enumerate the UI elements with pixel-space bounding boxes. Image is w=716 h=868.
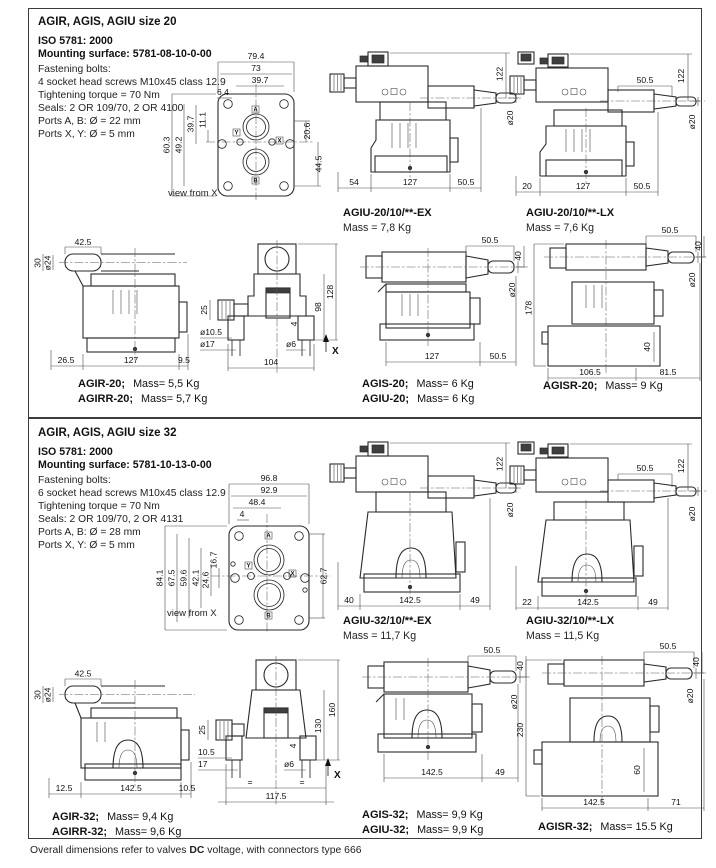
dim-label: 60 (632, 765, 642, 775)
dim-label: 40 (513, 251, 523, 261)
dimension-labels (522, 69, 697, 191)
dimension-labels (162, 51, 324, 172)
dim-label: 4 (288, 743, 298, 749)
dim-label: 50.5 (661, 225, 679, 235)
agis-32-captions (362, 808, 483, 838)
model-mass: Mass= 15.5 Kg (600, 821, 673, 833)
valve-outline (362, 658, 530, 760)
dim-label: 40 (642, 342, 652, 352)
view-from-x-caption: view from X (168, 188, 218, 199)
view-direction-arrow (323, 334, 339, 357)
footer-dc: DC (189, 845, 205, 856)
agiu-20-lx-drawing (510, 52, 706, 202)
size20-front-view-drawing (198, 240, 350, 382)
model-name: AGISR-20; (543, 380, 598, 392)
dim-label: 92.9 (260, 485, 278, 495)
dim-label: 142.5 (120, 783, 142, 793)
valve-outline (330, 442, 521, 598)
model-name: AGIU-32/10/**-LX (526, 615, 615, 627)
model-name: AGIU-20/10/**-LX (526, 207, 615, 219)
spec-line: Ports A, B: Ø = 28 mm (38, 527, 141, 538)
dim-label: 4 (239, 509, 245, 519)
size20-mounting-surface: Mounting surface: 5781-08-10-0-00 (38, 48, 212, 60)
dim-label: ø20 (685, 688, 695, 704)
spec-line: Tightening torque = 70 Nm (38, 501, 160, 512)
dim-label: 59.6 (178, 569, 189, 587)
dim-label: 40 (691, 657, 701, 667)
dim-label: ø6 (284, 759, 295, 769)
dim-label: ø10.5 (200, 327, 222, 337)
equal-mark: = (247, 777, 253, 787)
model-name: AGISR-32; (538, 821, 593, 833)
dim-label: 84.1 (154, 569, 165, 587)
dim-label: 127 (424, 351, 440, 361)
dim-label: 71 (671, 797, 681, 807)
dimension-labels (344, 457, 515, 605)
valve-outline (534, 656, 706, 804)
agiu-32-ex-caption (343, 611, 432, 642)
size32-title: AGIR, AGIS, AGIU size 32 (38, 427, 177, 439)
spec-line: 4 socket head screws M10x45 class 12.9 (38, 77, 226, 88)
model-name: AGIU-32/10/**-EX (343, 615, 432, 627)
port-label-x: X (290, 571, 295, 578)
dimension-lines (526, 652, 704, 811)
dim-label: 73 (251, 63, 261, 73)
dim-label: 25 (197, 725, 207, 735)
dim-label: 50.5 (483, 645, 501, 655)
agis-32-drawing (356, 645, 536, 800)
agir-32-drawing (32, 668, 213, 806)
dim-label: 42.5 (74, 237, 92, 247)
dimension-labels (199, 285, 335, 367)
dim-label: 122 (494, 66, 505, 82)
agiu-20-ex-caption (343, 203, 432, 234)
dim-label: 40 (344, 595, 354, 605)
dim-label: 10.5 (178, 783, 196, 793)
model-mass: Mass= 6 Kg (416, 378, 474, 390)
dim-label: 49 (470, 595, 480, 605)
dim-label: 160 (327, 702, 337, 718)
dim-label: 26.5 (57, 355, 75, 365)
dim-label: 22 (522, 597, 532, 607)
model-mass: Mass= 9,9 Kg (417, 824, 484, 836)
valve-outline (59, 680, 195, 788)
spec-line: Seals: 2 OR 109/70, 2 OR 4131 (38, 514, 184, 525)
dim-label: ø24 (42, 255, 53, 271)
dim-label: 50.5 (481, 235, 499, 245)
dim-label: 40 (693, 241, 703, 251)
spec-line: Ports A, B: Ø = 22 mm (38, 116, 141, 127)
equal-mark: = (299, 777, 305, 787)
dim-label: 25 (199, 305, 209, 315)
size32-iso: ISO 5781: 2000 (38, 446, 113, 458)
size32-mounting-surface: Mounting surface: 5781-10-13-0-00 (38, 459, 212, 471)
x-direction-label: X (332, 346, 339, 357)
centerlines (206, 84, 314, 200)
dimension-labels (522, 459, 697, 607)
dim-label: 10.5 (198, 747, 215, 757)
dim-label: 40 (515, 661, 525, 671)
dim-label: 142.5 (399, 595, 421, 605)
agiu-32-lx-drawing (510, 442, 708, 610)
dim-label: 117.5 (265, 791, 287, 801)
valve-outline (218, 240, 314, 374)
spec-line: 6 socket head screws M10x45 class 12.9 (38, 488, 226, 499)
dim-label: 98 (313, 302, 323, 312)
dim-label: 67.5 (166, 569, 177, 587)
dim-label: 50.5 (489, 351, 507, 361)
dim-label: 122 (676, 458, 686, 474)
dim-label: 142.5 (583, 797, 605, 807)
dim-label: 48.4 (248, 497, 266, 507)
dim-label: 30 (32, 258, 43, 268)
dim-label: 50.5 (457, 177, 475, 187)
agir-20-captions (78, 377, 207, 407)
agisr-20-caption (543, 379, 663, 394)
port-label-b: B (253, 178, 258, 185)
agis-20-captions (362, 377, 474, 407)
size32-front-view-drawing (198, 656, 354, 814)
model-mass: Mass = 11,7 Kg (343, 630, 417, 642)
port-label-y: Y (246, 563, 251, 570)
dim-label: 50.5 (659, 641, 677, 651)
agir-20-drawing (32, 237, 203, 378)
dim-label: 104 (263, 357, 279, 367)
port-label-x: X (277, 138, 282, 145)
dim-label: 42.1 (190, 569, 201, 587)
model-name: AGIRR-20; (78, 393, 134, 405)
port-label-y: Y (234, 130, 239, 137)
valve-outline (542, 240, 706, 374)
dim-label: 39.7 (251, 75, 269, 85)
dim-label: ø20 (687, 114, 697, 130)
dim-label: ø20 (687, 506, 697, 522)
dim-label: ø20 (505, 502, 515, 518)
dim-label: 54 (349, 177, 359, 187)
model-mass: Mass= 5,7 Kg (141, 393, 208, 405)
dim-label: 96.8 (260, 473, 278, 483)
agiu-32-ex-drawing (330, 442, 522, 610)
dim-label: 127 (402, 177, 418, 187)
dim-label: 42.5 (74, 668, 92, 679)
spec-line: Seals: 2 OR 109/70, 2 OR 4100 (38, 103, 184, 114)
dim-label: ø24 (42, 687, 53, 703)
footer-text: voltage, with connectors type 666 (204, 845, 362, 856)
model-name: AGIR-20; (78, 378, 126, 390)
agir-32-captions (52, 810, 181, 840)
model-mass: Mass= 9 Kg (605, 380, 663, 392)
dim-label: 16.7 (208, 551, 219, 569)
dim-label: 20 (522, 181, 532, 191)
footer-note (30, 845, 362, 856)
spec-line: Ports X, Y: Ø = 5 mm (38, 540, 135, 551)
size20-iso: ISO 5781: 2000 (38, 35, 113, 47)
agisr-32-drawing (515, 641, 712, 814)
dim-label: 50.5 (633, 181, 651, 191)
dim-label: 142.5 (577, 597, 599, 607)
dimension-labels (33, 237, 191, 365)
dim-label: 142.5 (421, 767, 443, 777)
dim-label: 24.6 (200, 571, 211, 589)
dim-label: 49 (648, 597, 658, 607)
dimension-labels (421, 645, 525, 777)
model-name: AGIR-32; (52, 811, 100, 823)
dimension-labels (155, 473, 329, 588)
model-mass: Mass= 9,9 Kg (416, 809, 483, 821)
dim-label: 49.2 (173, 136, 184, 154)
dim-label: ø20 (509, 694, 519, 710)
dim-label: 44.5 (313, 155, 324, 173)
dim-label: ø20 (505, 110, 515, 126)
view-from-x-caption: view from X (167, 608, 217, 619)
dim-label: 50.5 (636, 463, 654, 473)
agis-20-drawing (356, 235, 534, 382)
model-name: AGIS-20; (362, 378, 409, 390)
port-label-a: A (266, 533, 271, 540)
dimension-lines (534, 236, 706, 381)
dim-label: 62.7 (318, 567, 329, 585)
dim-label: 50.5 (636, 75, 654, 85)
x-direction-label: X (334, 770, 341, 781)
model-mass: Mass= 9,4 Kg (107, 811, 174, 823)
dim-label: 4 (289, 321, 299, 327)
dim-label: 30 (32, 690, 43, 700)
dim-label: 106.5 (579, 367, 601, 377)
dimension-lines (386, 246, 526, 366)
agiu-32-lx-caption (526, 611, 614, 642)
agiu-20-ex-drawing (330, 52, 522, 202)
dim-label: 17 (198, 759, 208, 769)
model-mass: Mass= 9,6 Kg (115, 826, 182, 838)
model-mass: Mass = 11,5 Kg (526, 630, 600, 642)
model-mass: Mass= 6 Kg (417, 393, 475, 405)
model-name: AGIRR-32; (52, 826, 108, 838)
dim-label: 178 (523, 300, 534, 316)
dim-label: ø6 (286, 339, 297, 349)
dim-label: 9.5 (178, 355, 190, 365)
view-direction-arrow (325, 758, 341, 781)
model-name: AGIU-20; (362, 393, 410, 405)
spec-line: Ports X, Y: Ø = 5 mm (38, 129, 135, 140)
dim-label: 12.5 (55, 783, 73, 793)
agisr-32-caption (538, 820, 673, 835)
dim-label: 11.1 (197, 111, 208, 129)
spec-line: Tightening torque = 70 Nm (38, 90, 160, 101)
dimension-labels (515, 641, 701, 807)
model-name: AGIU-20/10/**-EX (343, 207, 432, 219)
dim-label: 81.5 (659, 367, 677, 377)
dim-label: ø20 (687, 272, 697, 288)
size20-mounting-surface-drawing (160, 50, 335, 202)
dim-label: 122 (676, 68, 686, 84)
model-name: AGIU-32; (362, 824, 410, 836)
dim-label: 130 (313, 718, 323, 734)
model-mass: Mass = 7,8 Kg (343, 222, 412, 234)
port-label-b: B (266, 613, 271, 620)
dimension-labels (349, 67, 515, 187)
dim-label: 122 (494, 456, 505, 472)
dim-label: ø20 (507, 282, 517, 298)
dim-label: 49 (495, 767, 505, 777)
size20-title: AGIR, AGIS, AGIU size 20 (38, 16, 177, 28)
valve-outline (330, 52, 521, 180)
dim-label: 127 (123, 355, 139, 365)
valve-outline (59, 248, 187, 360)
dim-label: 79.4 (247, 51, 265, 61)
footer-text: Overall dimensions refer to valves (30, 845, 190, 856)
spec-line: Fastening bolts: (38, 64, 111, 75)
dimension-labels (33, 669, 196, 794)
spec-line: Fastening bolts: (38, 475, 111, 486)
dimension-lines (384, 656, 528, 782)
dim-label: 39.7 (185, 115, 196, 133)
dim-label: 6.4 (217, 87, 229, 97)
model-mass: Mass = 7,6 Kg (526, 222, 595, 234)
valve-outline (360, 248, 528, 346)
dim-label: 128 (325, 284, 335, 300)
dim-label: 230 (515, 722, 525, 738)
dim-label: ø17 (200, 339, 215, 349)
model-name: AGIS-32; (362, 809, 409, 821)
dim-label: 127 (575, 181, 591, 191)
dim-label: 60.3 (161, 136, 172, 154)
model-mass: Mass= 5,5 Kg (133, 378, 200, 390)
size32-mounting-surface-drawing (155, 472, 335, 634)
port-label-a: A (253, 107, 258, 114)
dim-label: 20.6 (302, 122, 312, 140)
